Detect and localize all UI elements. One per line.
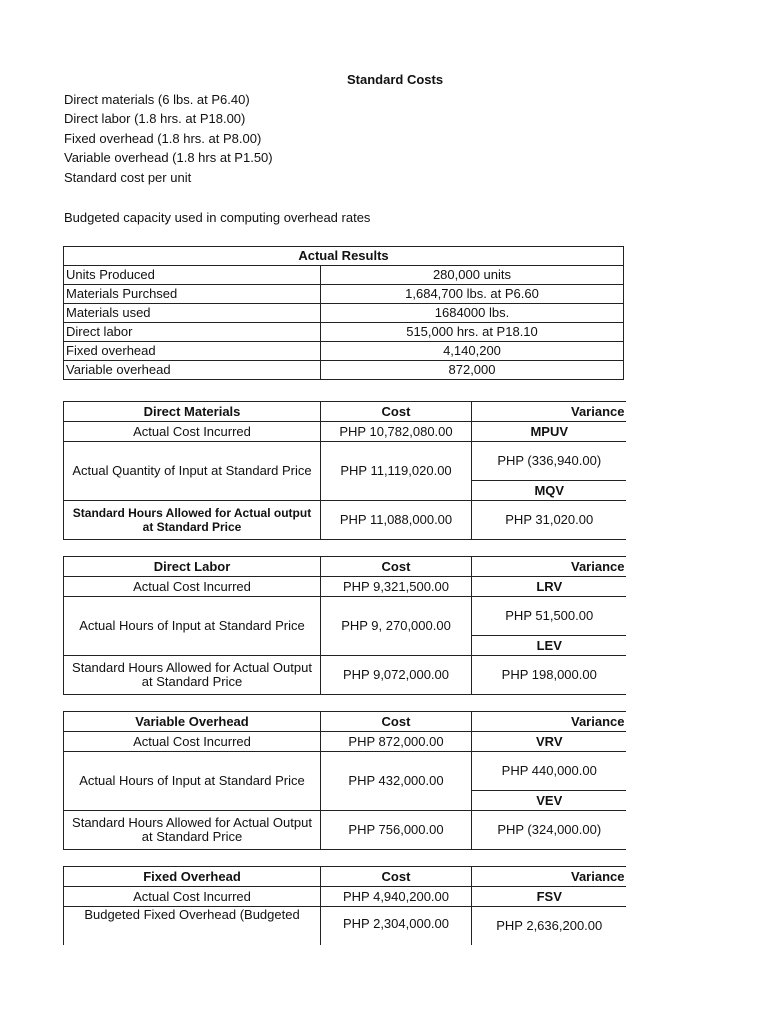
row-value: 1,684,700 lbs. at P6.60 [321, 285, 624, 304]
worksheet-area [60, 0, 626, 945]
variance-header: Variance [472, 402, 627, 422]
row-label: Actual Hours of Input at Standard Price [64, 752, 321, 811]
row-cost: PHP 9, 270,000.00 [321, 597, 472, 656]
row-cost: PHP 9,321,500.00 [321, 577, 472, 597]
variance-value: PHP 51,500.00 [472, 597, 627, 636]
row-label: Actual Hours of Input at Standard Price [64, 597, 321, 656]
table-row [64, 285, 624, 304]
variance-header: Variance [472, 867, 627, 887]
standard-cost-line: Direct materials (6 lbs. at P6.40) [64, 92, 250, 107]
row-label: Actual Cost Incurred [64, 887, 321, 907]
row-cost: PHP 11,088,000.00 [321, 501, 472, 540]
row-label: Fixed overhead [64, 342, 321, 361]
row-label: Direct labor [64, 323, 321, 342]
standard-cost-line: Variable overhead (1.8 hrs at P1.50) [64, 150, 273, 165]
row-label: Units Produced [64, 266, 321, 285]
row-label: Standard Hours Allowed for Actual Output at Standard Price [64, 656, 321, 695]
variance-value: PHP (324,000.00) [472, 811, 627, 850]
variance-value: PHP 198,000.00 [472, 656, 627, 695]
row-label: Variable overhead [64, 361, 321, 380]
table-row [64, 266, 624, 285]
actual-results-table [63, 246, 624, 380]
cost-header: Cost [321, 712, 472, 732]
budgeted-capacity-line: Budgeted capacity used in computing overhead rates [64, 210, 371, 225]
row-label: Materials Purchsed [64, 285, 321, 304]
row-cost: PHP 872,000.00 [321, 732, 472, 752]
standard-cost-line: Fixed overhead (1.8 hrs. at P8.00) [64, 131, 262, 146]
variance-label: MQV [472, 481, 627, 501]
row-cost: PHP 10,782,080.00 [321, 422, 472, 442]
row-label: Standard Hours Allowed for Actual Output at Standard Price [64, 811, 321, 850]
row-value: 872,000 [321, 361, 624, 380]
table-row [64, 304, 624, 323]
row-label: Standard Hours Allowed for Actual output at Standard Price [64, 501, 321, 540]
fixed-overhead-table [63, 866, 626, 945]
variance-label: VEV [472, 791, 627, 811]
direct-labor-table [63, 556, 626, 695]
variance-label: LRV [472, 577, 627, 597]
row-cost: PHP 2,304,000.00 [321, 907, 472, 946]
actual-results-title: Actual Results [64, 247, 624, 266]
variable-overhead-table [63, 711, 626, 850]
variance-header: Variance [472, 712, 627, 732]
cost-header: Cost [321, 557, 472, 577]
variance-label: FSV [472, 887, 627, 907]
row-cost: PHP 11,119,020.00 [321, 442, 472, 501]
section-header: Direct Materials [64, 402, 321, 422]
row-cost: PHP 9,072,000.00 [321, 656, 472, 695]
row-label: Actual Cost Incurred [64, 577, 321, 597]
variance-value: PHP (336,940.00) [472, 442, 627, 481]
row-label: Actual Cost Incurred [64, 732, 321, 752]
table-row [64, 342, 624, 361]
row-cost: PHP 756,000.00 [321, 811, 472, 850]
variance-value: PHP 31,020.00 [472, 501, 627, 540]
row-cost: PHP 432,000.00 [321, 752, 472, 811]
variance-header: Variance [472, 557, 627, 577]
row-label: Actual Quantity of Input at Standard Price [64, 442, 321, 501]
table-row [64, 323, 624, 342]
standard-cost-line: Direct labor (1.8 hrs. at P18.00) [64, 111, 246, 126]
row-label: Budgeted Fixed Overhead (Budgeted [64, 907, 321, 946]
row-value: 1684000 lbs. [321, 304, 624, 323]
variance-label: VRV [472, 732, 627, 752]
direct-materials-table [63, 401, 626, 540]
variance-label: MPUV [472, 422, 627, 442]
section-header: Fixed Overhead [64, 867, 321, 887]
row-value: 4,140,200 [321, 342, 624, 361]
section-header: Variable Overhead [64, 712, 321, 732]
cost-header: Cost [321, 402, 472, 422]
variance-label: LEV [472, 636, 627, 656]
variance-value: PHP 2,636,200.00 [472, 907, 627, 946]
section-header: Direct Labor [64, 557, 321, 577]
row-label: Materials used [64, 304, 321, 323]
cost-header: Cost [321, 867, 472, 887]
table-row [64, 361, 624, 380]
row-label: Actual Cost Incurred [64, 422, 321, 442]
variance-value: PHP 440,000.00 [472, 752, 627, 791]
row-value: 280,000 units [321, 266, 624, 285]
standard-cost-line: Standard cost per unit [64, 170, 192, 185]
row-cost: PHP 4,940,200.00 [321, 887, 472, 907]
row-value: 515,000 hrs. at P18.10 [321, 323, 624, 342]
standard-costs-title: Standard Costs [347, 72, 444, 87]
